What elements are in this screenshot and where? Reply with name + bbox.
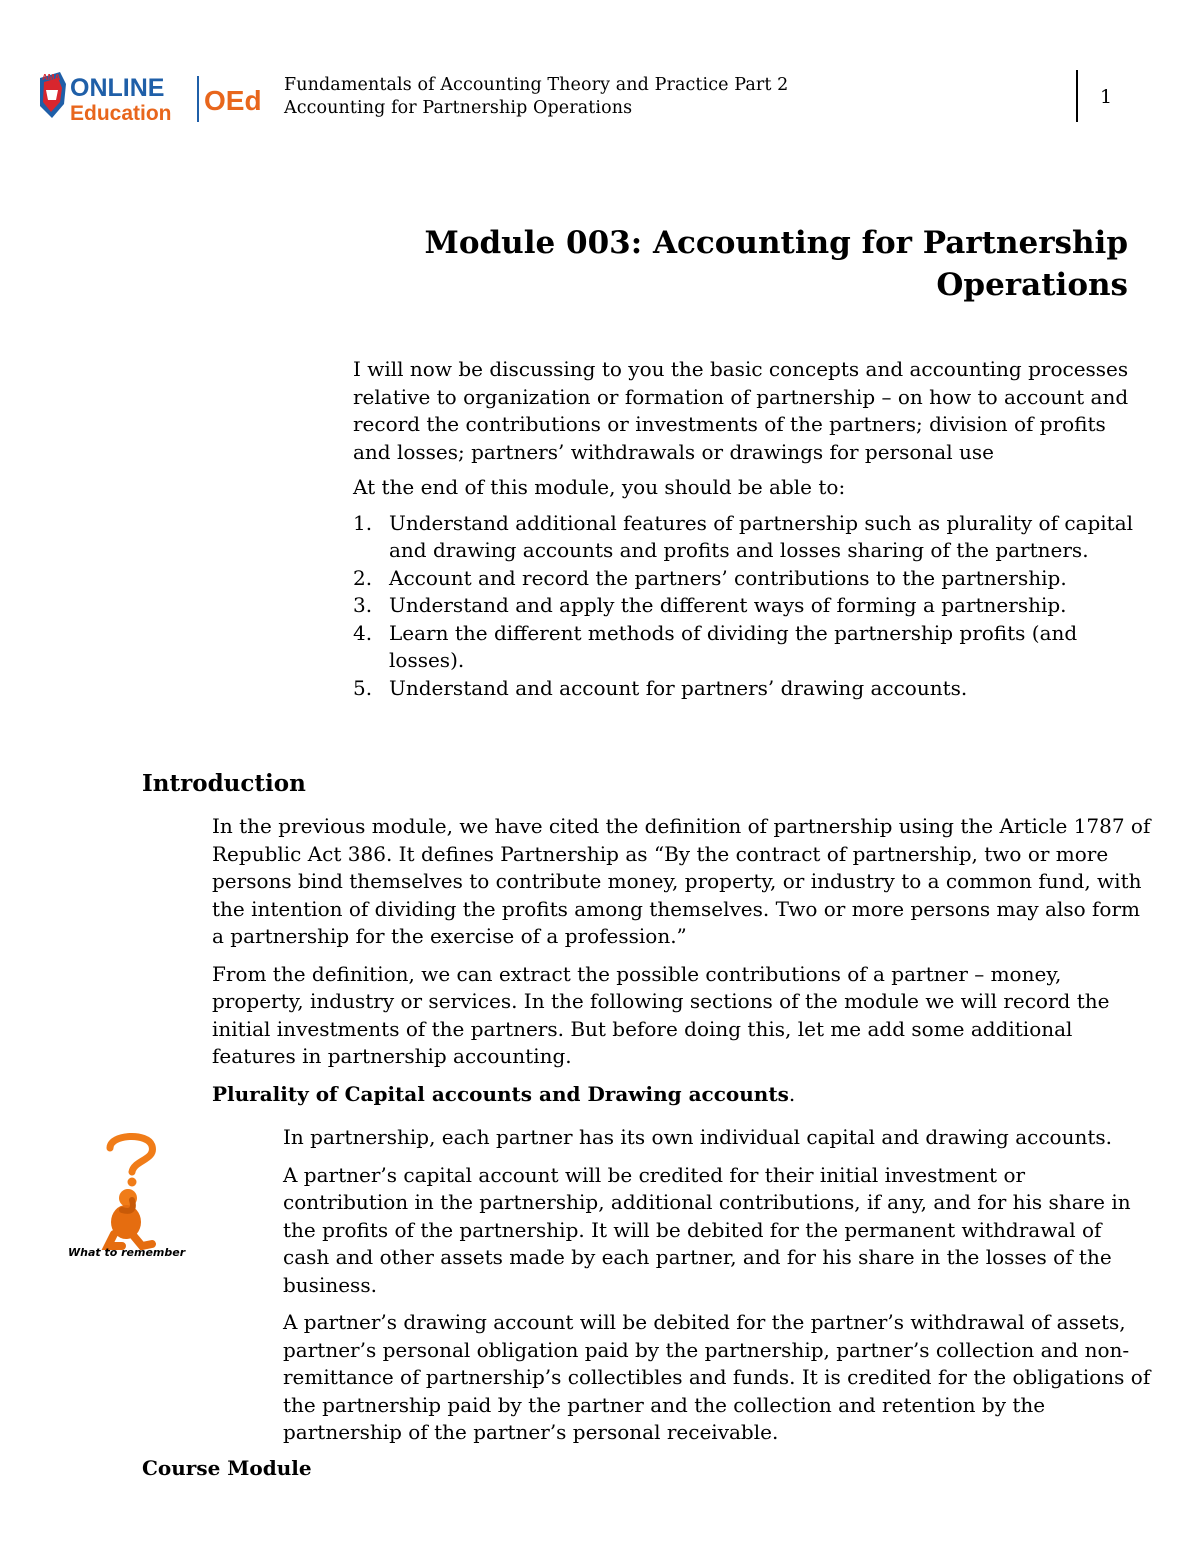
logo-text-education: Education [70,102,172,125]
remember-paragraph-1: In partnership, each partner has its own individual capital and drawing accounts. [283,1125,1113,1149]
page-title [425,222,1129,306]
header-course-title: Fundamentals of Accounting Theory and Practice Part 2 [284,75,789,95]
remember-paragraph-2: A partner’s capital account will be credited for their initial investment or contribution in the partnership, additional contributions, if any, and for his share in the profits of the partnership. It will be debited for the permanent withdrawal of cash and other assets made by each partner, and for his share in the losses of the business. [283,1162,1131,1297]
logo-text-online: ONLINE [70,74,165,102]
header-divider [1076,70,1078,122]
online-education-logo [34,68,274,130]
plurality-subheading-text: Plurality of Capital accounts and Drawing accounts [212,1081,789,1106]
list-item-number: 1. [353,510,373,535]
page-title-line-1: Module 003: Accounting for Partnership [424,225,1128,261]
remember-paragraph-3: A partner’s drawing account will be debited for the partner’s withdrawal of assets, partner’s personal obligation paid by the partnership, partner’s collection and non-remittance of partnership’s collectibles and funds. It is credited for the obligations of the partnership paid by the partner and the collection and retention by the partnership of the partner’s personal receivable. [283,1310,1151,1444]
list-item-text: Account and record the partners’ contributions to the partnership. [389,565,1067,590]
list-item [353,620,1143,675]
what-to-remember-content [283,1124,1153,1457]
list-item-number: 2. [353,565,373,590]
objectives-list [353,510,1143,703]
list-item-text: Learn the different methods of dividing the partnership profits (and losses). [389,620,1078,672]
list-item-text: Understand additional features of partnership such as plurality of capital and drawing accounts and profits and losses sharing of the partners. [389,510,1134,562]
list-item-text: Understand and account for partners’ drawing accounts. [389,675,968,700]
svg-text:AMA: AMA [42,73,61,82]
introduction-paragraph-1: In the previous module, we have cited the definition of partnership using the Article 1787 of Republic Act 386. It defines Partnership as “By the contract of partnership, two or more persons bind themselves to contribute money, property, or industry to a common fund, with the intention of dividing the profits among themselves. Two or more persons may also form a partnership for the exercise of a profession.” [212,814,1151,948]
intro-paragraph: I will now be discussing to you the basic concepts and accounting processes relative to organization or formation of partnership – on how to account and record the contributions or investments of the partners; division of profits and losses; partners’ withdrawals or drawings for personal use [353,357,1129,464]
introduction-paragraph-2: From the definition, we can extract the possible contributions of a partner – money, property, industry or services. In the following sections of the module we will record the initial investments of the partners. But before doing this, let me add some additional features in partnership accounting. [212,961,1110,1068]
introduction-section [212,813,1152,1118]
page-title-line-2: Operations [936,267,1128,303]
list-item [353,675,1143,703]
logo-abbr: OEd [204,85,262,116]
module-intro [353,356,1143,702]
what-to-remember-figure [66,1130,192,1260]
list-item-text: Understand and apply the different ways of forming a partnership. [389,593,1067,617]
objectives-lead: At the end of this module, you should be able to: [353,475,846,499]
header-module-title: Accounting for Partnership Operations [284,98,633,118]
what-to-remember-caption: What to remember [68,1246,186,1259]
list-item [353,592,1143,620]
course-module-footer: Course Module [142,1456,312,1480]
list-item-number: 5. [353,675,373,700]
plurality-subheading [212,1081,1152,1109]
page-number: 1 [1100,86,1113,108]
list-item [353,565,1143,593]
list-item-number: 4. [353,620,373,645]
introduction-heading: Introduction [142,770,306,797]
plurality-subheading-period: . [788,1081,796,1106]
list-item-number: 3. [353,593,373,617]
list-item [353,510,1143,565]
running-header [284,74,788,120]
